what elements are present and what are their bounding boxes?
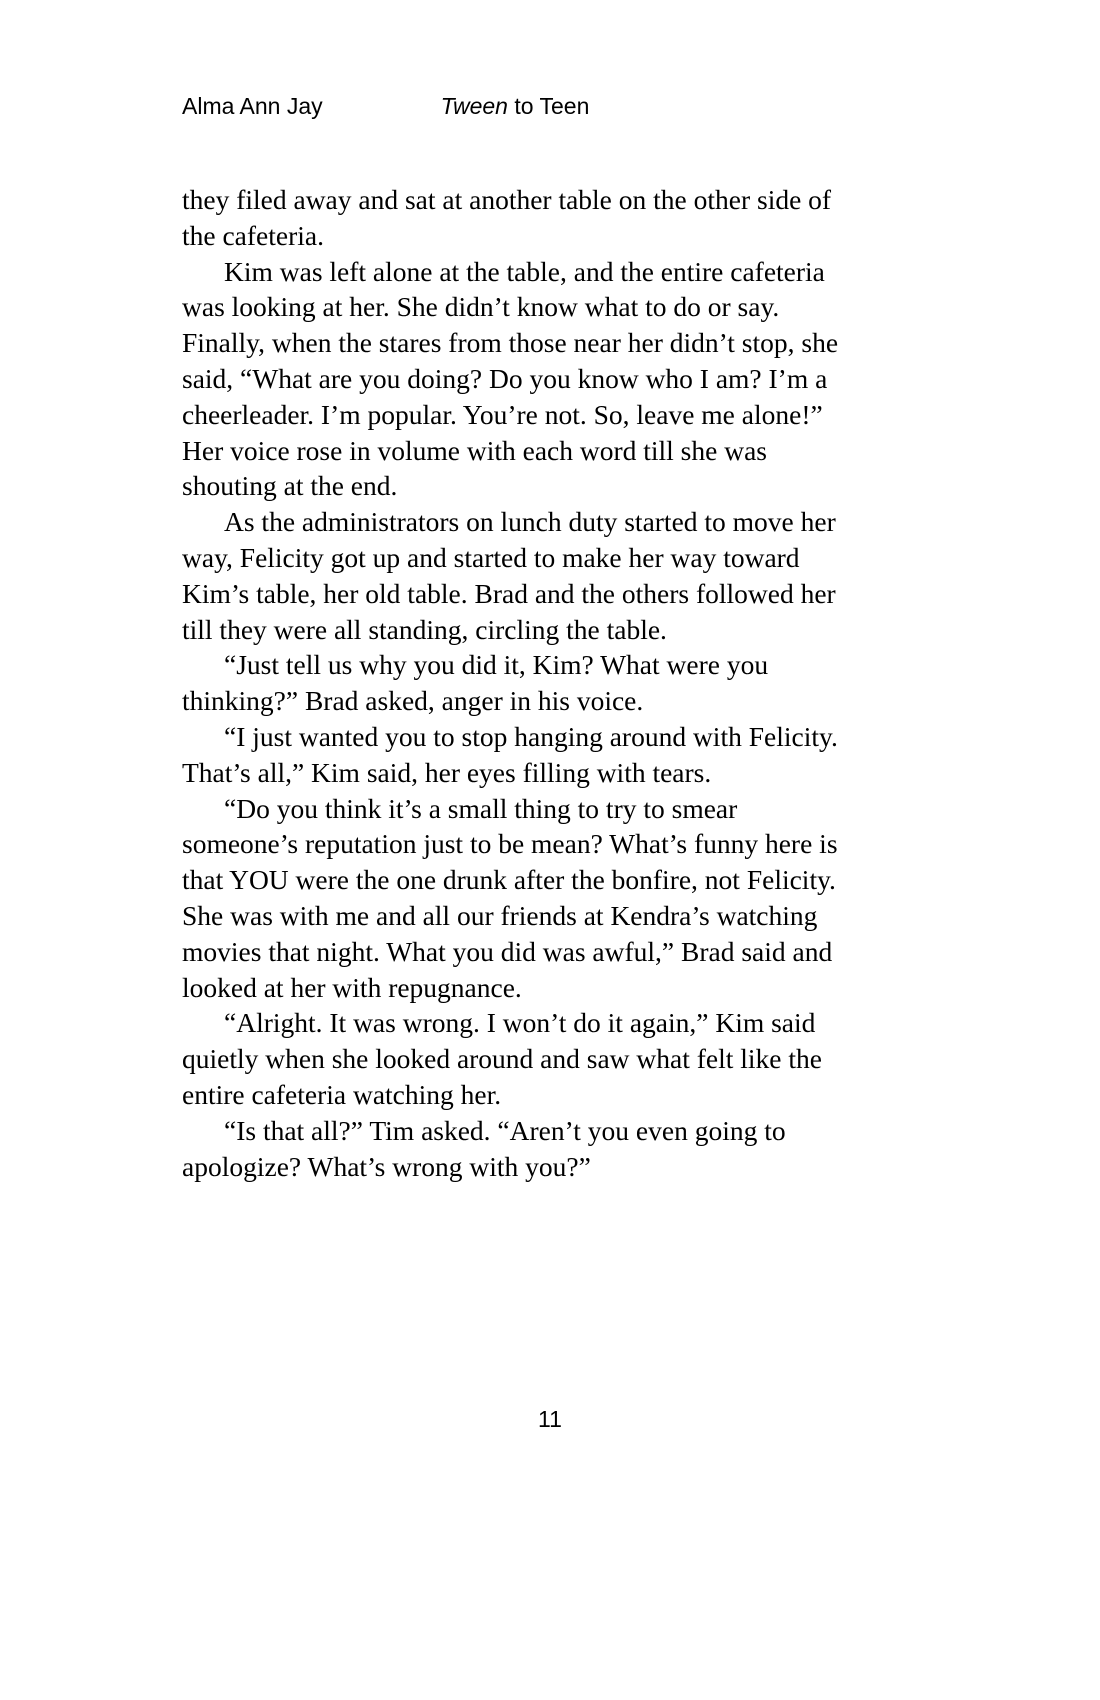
body-text-column bbox=[182, 182, 854, 1184]
running-header bbox=[182, 93, 862, 127]
paragraph: “I just wanted you to stop hanging around with Felicity. That’s all,” Kim said, her eyes filling with tears. bbox=[182, 720, 838, 788]
paragraph: “Alright. It was wrong. I won’t do it again,” Kim said quietly when she looked around and saw what felt like the entire cafeteria watching her. bbox=[182, 1007, 822, 1110]
header-title-roman: to Teen bbox=[507, 93, 590, 119]
header-author-name: Alma Ann Jay bbox=[182, 93, 323, 119]
paragraph: Kim was left alone at the table, and the entire cafeteria was looking at her. She didn’t know what to do or say. Finally, when the stares from those near her didn’t stop, she said, “What are you doing? Do you know who I am? I’m a cheerleader. I’m popular. You’re not. So, leave me alone!” Her voice rose in volume with each word till she was shouting at the end. bbox=[182, 255, 839, 502]
header-book-title bbox=[441, 93, 590, 120]
paragraph: As the administrators on lunch duty started to move her way, Felicity got up and started to make her way toward Kim’s table, her old table. Brad and the others followed her till they were all standing, circling the table. bbox=[182, 506, 836, 645]
header-title-italic: Tween bbox=[440, 93, 508, 119]
paragraph: “Is that all?” Tim asked. “Aren’t you even going to apologize? What’s wrong with you?” bbox=[182, 1114, 786, 1182]
paragraph: “Just tell us why you did it, Kim? What were you thinking?” Brad asked, anger in his voice. bbox=[182, 649, 769, 717]
paragraph: “Do you think it’s a small thing to try to smear someone’s reputation just to be mean? What’s funny here is that YOU were the one drunk after the bonfire, not Felicity. She was with me and all our friends at Kendra’s watching movies that night. What you did was awful,” Brad said and looked at her with repugnance. bbox=[182, 792, 838, 1003]
paragraph: they filed away and sat at another table on the other side of the cafeteria. bbox=[182, 184, 832, 251]
page-number: 11 bbox=[538, 1406, 562, 1432]
